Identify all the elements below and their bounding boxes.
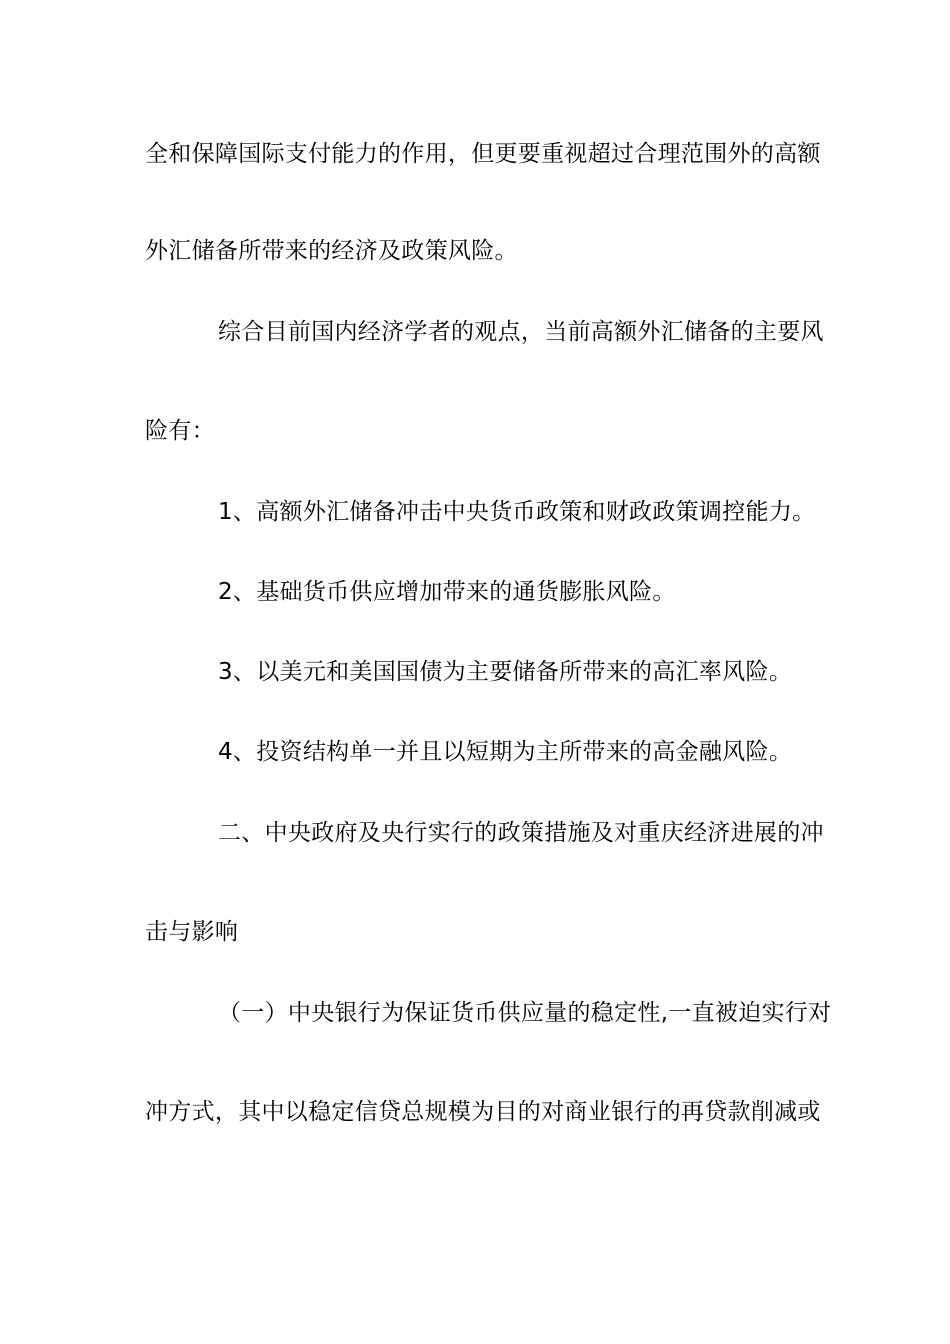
paragraph-line: （一）中央银行为保证货币供应量的稳定性,一直被迫实行对 <box>218 1000 832 1026</box>
paragraph-line: 险有： <box>145 418 215 444</box>
section-heading: 二、中央政府及央行实行的政策措施及对重庆经济进展的冲 <box>218 820 824 846</box>
paragraph-line: 外汇储备所带来的经济及政策风险。 <box>145 238 518 264</box>
section-heading: 击与影响 <box>145 919 239 945</box>
paragraph-line: 综合目前国内经济学者的观点，当前高额外汇储备的主要风 <box>218 319 824 345</box>
list-item: 4、投资结构单一并且以短期为主所带来的高金融风险。 <box>218 739 793 765</box>
list-item: 2、基础货币供应增加带来的通货膨胀风险。 <box>218 579 676 605</box>
paragraph-line: 冲方式，其中以稳定信贷总规模为目的对商业银行的再贷款削减或 <box>145 1099 821 1125</box>
paragraph-line: 全和保障国际支付能力的作用，但更要重视超过合理范围外的高额 <box>145 141 821 167</box>
list-item: 3、以美元和美国国债为主要储备所带来的高汇率风险。 <box>218 659 793 685</box>
list-item: 1、高额外汇储备冲击中央货币政策和财政政策调控能力。 <box>218 499 816 525</box>
